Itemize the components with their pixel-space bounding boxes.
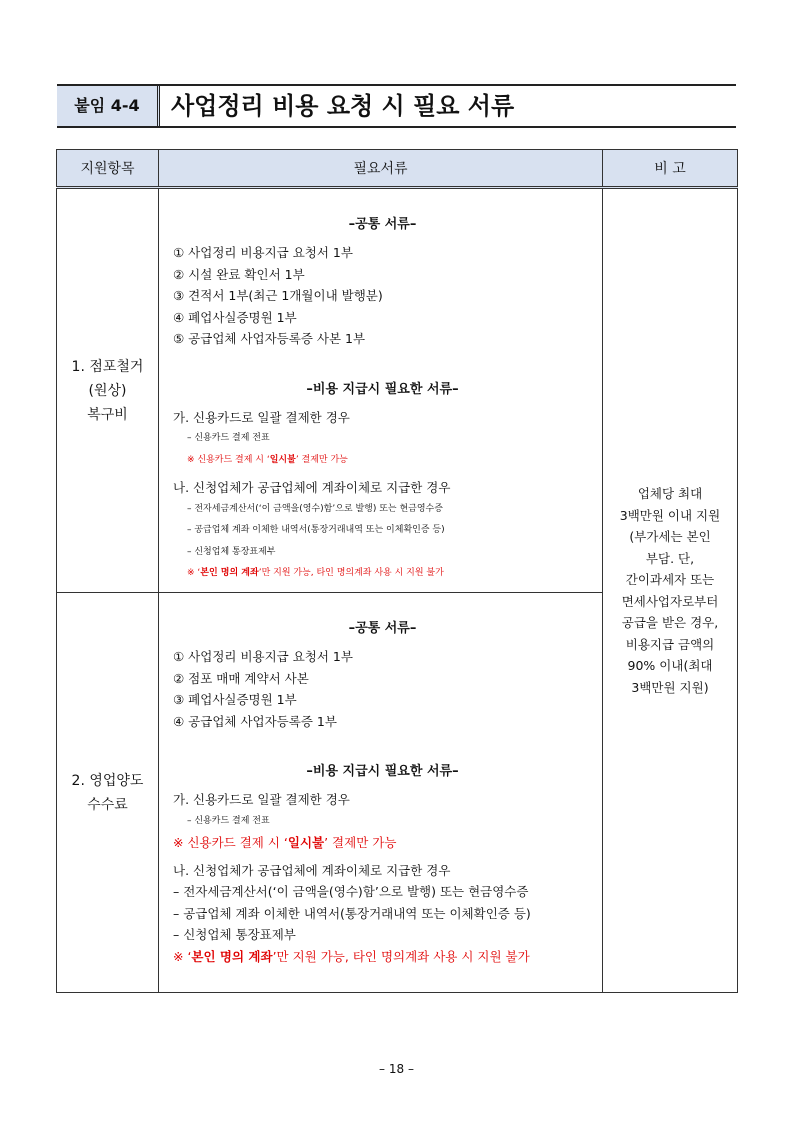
support-item-line: 복구비 xyxy=(87,406,128,423)
doc-item: ① 사업정리 비용지급 요청서 1부 xyxy=(173,245,353,260)
doc-item: ① 사업정리 비용지급 요청서 1부 xyxy=(173,649,353,664)
doc-item: – 전자세금계산서(‘이 금액을(영수)함’으로 발행) 또는 현금영수증 xyxy=(173,884,529,899)
remark-line: 면세사업자로부터 xyxy=(621,593,719,609)
doc-item: – 신청업체 통장표제부 xyxy=(187,546,276,557)
remark-line: 비용지급 금액의 xyxy=(625,636,715,652)
support-item-line: 2. 영업양도 xyxy=(71,772,144,789)
card-payment-note: ※ 신용카드 결제 시 ‘일시불’ 결제만 가능 xyxy=(173,835,397,850)
payment-docs-title: –비용 지급시 필요한 서류– xyxy=(306,764,459,779)
header-support-item: 지원항목 xyxy=(57,150,159,188)
common-docs-title: –공통 서류– xyxy=(348,621,417,636)
doc-item: ② 시설 완료 확인서 1부 xyxy=(173,266,305,282)
support-item-line: (원상) xyxy=(88,382,127,399)
doc-item: ② 점포 매매 계약서 사본 xyxy=(173,670,309,686)
doc-item: – 공급업체 계좌 이체한 내역서(통장거래내역 또는 이체확인증 등) xyxy=(173,905,531,921)
doc-item: ④ 공급업체 사업자등록증 1부 xyxy=(173,713,337,729)
transfer-payment-heading: 나. 신청업체가 공급업체에 계좌이체로 지급한 경우 xyxy=(173,862,451,878)
header-required-docs: 필요서류 xyxy=(159,150,603,188)
payment-docs-title: –비용 지급시 필요한 서류– xyxy=(306,381,459,397)
doc-item: – 신용카드 결제 전표 xyxy=(187,815,270,826)
support-item-cell xyxy=(57,188,159,593)
doc-item: – 전자세금계산서(‘이 금액을(영수)함’으로 발행) 또는 현금영수증 xyxy=(187,503,443,514)
support-item-line: 수수료 xyxy=(87,796,128,813)
remark-line: 업체당 최대 xyxy=(637,486,703,501)
remark-line: 3백만원 지원) xyxy=(631,679,709,695)
doc-item: – 신용카드 결제 전표 xyxy=(187,433,270,443)
doc-item: ⑤ 공급업체 사업자등록증 사본 1부 xyxy=(173,331,366,346)
table-header-row xyxy=(57,150,738,188)
page-number: – 18 – xyxy=(379,1062,414,1076)
doc-item: ③ 폐업사실증명원 1부 xyxy=(173,692,297,707)
remark-line: 3백만원 이내 지원 xyxy=(619,507,721,523)
doc-item: – 공급업체 계좌 이체한 내역서(통장거래내역 또는 이체확인증 등) xyxy=(187,525,445,535)
transfer-payment-heading: 나. 신청업체가 공급업체에 계좌이체로 지급한 경우 xyxy=(173,480,451,495)
page-title: 사업정리 비용 요청 시 필요 서류 xyxy=(171,92,515,120)
header-remarks: 비 고 xyxy=(603,150,738,188)
remark-line: 간이과세자 또는 xyxy=(625,572,715,587)
support-item-line: 1. 점포철거 xyxy=(71,358,144,375)
doc-item: ④ 폐업사실증명원 1부 xyxy=(173,309,297,325)
support-item-cell xyxy=(57,593,159,993)
attachment-label: 붙임 4-4 xyxy=(57,86,160,126)
transfer-payment-note: ※ ‘본인 명의 계좌’만 지원 가능, 타인 명의계좌 사용 시 지원 불가 xyxy=(173,948,530,964)
remark-line: (부가세는 본인 xyxy=(629,529,711,544)
remark-line: 부담. 단, xyxy=(645,550,695,566)
documents-table xyxy=(56,149,738,993)
title-bar xyxy=(57,84,736,128)
table-row xyxy=(57,188,738,593)
doc-item: – 신청업체 통장표제부 xyxy=(173,927,296,942)
card-payment-heading: 가. 신용카드로 일괄 결제한 경우 xyxy=(173,409,350,425)
transfer-payment-note: ※ ‘본인 명의 계좌’만 지원 가능, 타인 명의계좌 사용 시 지원 불가 xyxy=(187,568,444,578)
card-payment-note: ※ 신용카드 결제 시 ‘일시불’ 결제만 가능 xyxy=(187,454,348,465)
doc-item: ③ 견적서 1부(최근 1개월이내 발행분) xyxy=(173,288,383,303)
card-payment-heading: 가. 신용카드로 일괄 결제한 경우 xyxy=(173,792,350,807)
required-docs-cell xyxy=(159,593,603,993)
common-docs-title: –공통 서류– xyxy=(348,217,417,232)
remark-line: 90% 이내(최대 xyxy=(627,658,713,673)
remark-line: 공급을 받은 경우, xyxy=(621,615,719,630)
remarks-cell xyxy=(603,188,738,993)
required-docs-cell xyxy=(159,188,603,593)
